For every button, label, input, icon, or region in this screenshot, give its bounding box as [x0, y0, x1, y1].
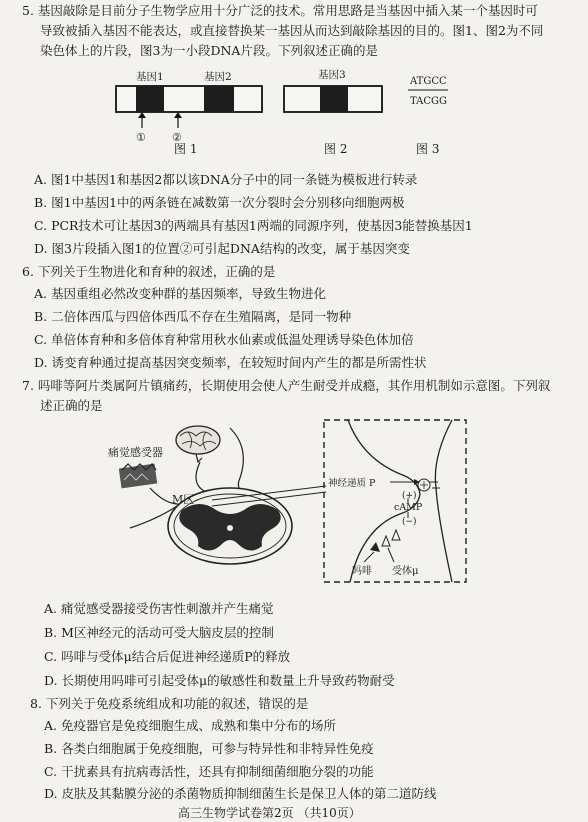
- q5-option-a: A. 图1中基因1和基因2都以该DNA分子中的同一条链为模板进行转录: [34, 172, 418, 187]
- gene1-label: 基因1: [136, 71, 164, 83]
- q7-option-c: C. 吗啡与受体μ结合后促进神经递质P的释放: [44, 649, 291, 664]
- position-1-label: ①: [136, 131, 146, 144]
- q6-option-a: A. 基因重组必然改变种群的基因频率，导致生物进化: [34, 286, 326, 301]
- page-footer: 高三生物学试卷第2页 （共10页）: [178, 806, 361, 820]
- q5-figure: [100, 64, 480, 159]
- dna-top-strand: ATGCC: [410, 76, 447, 87]
- plus-label: (+): [402, 491, 417, 501]
- arrow-2-head: [174, 112, 182, 118]
- pain-receptor-label: 痛觉感受器: [108, 446, 163, 459]
- fig3-caption: 图 3: [416, 142, 440, 156]
- q6-stem: 6. 下列关于生物进化和育种的叙述，正确的是: [22, 264, 276, 279]
- minus-label: (−): [402, 517, 417, 527]
- q8-option-d: D. 皮肤及其黏膜分泌的杀菌物质抑制细菌生长是保卫人体的第二道防线: [44, 786, 437, 801]
- position-2-label: ②: [172, 131, 182, 144]
- q8-option-c: C. 干扰素具有抗病毒活性，还具有抑制细菌细胞分裂的功能: [44, 764, 374, 779]
- brain-icon: [176, 426, 220, 462]
- morphine-molecule: [370, 542, 380, 552]
- gene2-block: [204, 86, 234, 112]
- q6-option-b: B. 二倍体西瓜与四倍体西瓜不存在生殖隔离，是同一物种: [34, 309, 352, 324]
- gene3-label: 基因3: [318, 69, 346, 81]
- pain-receptor: [119, 464, 157, 489]
- q5-option-b: B. 图1中基因1中的两条链在减数第一次分裂时会分别移向细胞两极: [34, 195, 405, 210]
- q6-option-c: C. 单倍体育种和多倍体育种常用秋水仙素或低温处理诱导染色体加倍: [34, 332, 414, 347]
- q5-stem-line2: 导致被插入基因不能表达，或直接替换某一基因从而达到敲除基因的目的。图1、图2为不同: [40, 23, 544, 38]
- q6-option-d: D. 诱变育种通过提高基因突变频率，在较短时间内产生的都是所需性状: [34, 355, 427, 370]
- arrow-1-head: [138, 112, 146, 118]
- q5-option-d: D. 图3片段插入图1的位置②可引起DNA结构的改变，属于基因突变: [34, 241, 410, 256]
- dna-bottom-strand: TACGG: [410, 96, 447, 107]
- morphine-label: 吗啡: [352, 566, 372, 577]
- q7-option-d: D. 长期使用吗啡可引起受体μ的敏感性和数量上升导致药物耐受: [44, 673, 395, 688]
- gene2-label: 基因2: [204, 71, 232, 83]
- postsynaptic-membrane: [435, 420, 452, 582]
- q5-option-c: C. PCR技术可让基因3的两端具有基因1两端的同源序列，使基因3能替换基因1: [34, 218, 473, 233]
- q8-stem: 8. 下列关于免疫系统组成和功能的叙述，错误的是: [30, 696, 309, 711]
- q7-stem-line1: 7. 吗啡等阿片类属阿片镇痛药，长期使用会使人产生耐受并成瘾，其作用机制如示意图。下列叙: [22, 378, 551, 393]
- q5-stem-line3: 染色体上的片段，图3为一小段DNA片段。下列叙述正确的是: [40, 43, 378, 58]
- camp-label: cAMP: [394, 502, 423, 513]
- receptor-mu-label: 受体μ: [392, 566, 419, 577]
- q7-figure: [100, 418, 470, 589]
- fig2-caption: 图 2: [324, 142, 348, 156]
- synapse-zoom-box: [324, 420, 466, 582]
- gene1-block: [136, 86, 164, 112]
- presynaptic-membrane: [348, 420, 420, 582]
- neurotransmitter-p-label: 神经递质 P: [328, 478, 376, 489]
- q7-option-a: A. 痛觉感受器接受伤害性刺激并产生痛觉: [44, 601, 274, 616]
- q5-stem-line1: 5. 基因敲除是目前分子生物学应用十分广泛的技术。常用思路是当基因中插入某一个基因时可: [22, 3, 538, 18]
- fig1-caption: 图 1: [174, 142, 198, 156]
- receptor-mu: [382, 530, 400, 546]
- q8-option-b: B. 各类白细胞属于免疫细胞，可参与特异性和非特异性免疫: [44, 741, 374, 756]
- q8-option-a: A. 免疫器官是免疫细胞生成、成熟和集中分布的场所: [44, 718, 336, 733]
- m-zone-label: M区: [172, 493, 195, 506]
- gene3-block: [320, 86, 348, 112]
- q7-option-b: B. M区神经元的活动可受大脑皮层的控制: [44, 625, 274, 640]
- q7-stem-line2: 述正确的是: [40, 398, 103, 413]
